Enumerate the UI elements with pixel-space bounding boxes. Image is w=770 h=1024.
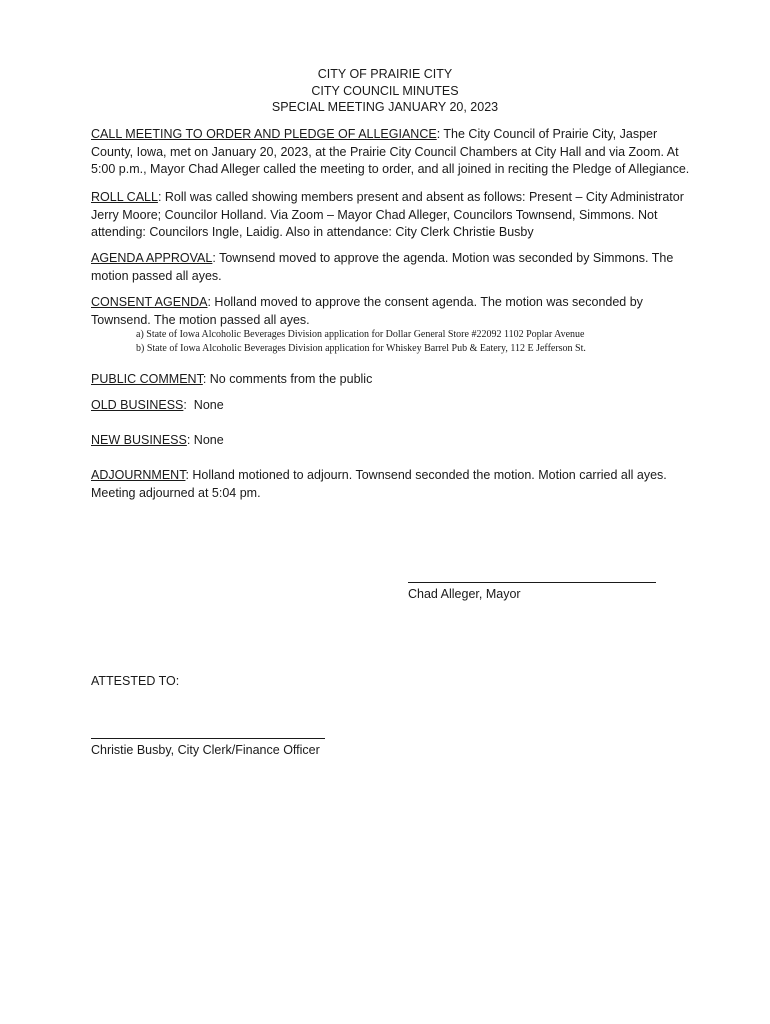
call-to-order-text: : The City Council of Prairie City, Jasper County, Iowa, met on January 20, 2023, at the Prairie City Council Chambers at City Hall and via Zoom. At 5:00 p.m., Mayor Chad Alleger called the meeting to order, and all joined in reciting the Pledge of Allegiance. (91, 127, 690, 176)
roll-call-text: : Roll was called showing members present and absent as follows: Present – City Administrator Jerry Moore; Councilor Holland. Via Zoom – Mayor Chad Alleger, Councilors Townsend, Simmons. Not attending: Councilors Ingle, Laidig. Also in attendance: City Clerk Christie Busby (91, 190, 684, 239)
public-comment-text: : No comments from the public (202, 372, 373, 386)
agenda-approval-heading: AGENDA APPROVAL (91, 251, 213, 265)
consent-item-a: a) State of Iowa Alcoholic Beverages Division application for Dollar General Store #22092 1102 Poplar Avenue (136, 329, 585, 340)
clerk-signature-name: Christie Busby, City Clerk/Finance Officer (91, 743, 320, 757)
header-title: CITY COUNCIL MINUTES (311, 83, 459, 98)
new-business-paragraph (91, 432, 691, 450)
roll-call-heading: ROLL CALL (91, 190, 158, 204)
consent-item-b: b) State of Iowa Alcoholic Beverages Division application for Whiskey Barrel Pub & Eatery, 112 E Jefferson St. (136, 343, 586, 354)
consent-agenda-paragraph (91, 294, 691, 329)
consent-agenda-text: : Holland moved to approve the consent agenda. The motion was seconded by Townsend. The motion passed all ayes. (91, 295, 643, 327)
new-business-heading: NEW BUSINESS (91, 433, 187, 447)
mayor-signature-name: Chad Alleger, Mayor (408, 587, 521, 601)
adjournment-text: : Holland motioned to adjourn. Townsend seconded the motion. Motion carried all ayes. Meeting adjourned at 5:04 pm. (91, 468, 667, 500)
roll-call-paragraph (91, 189, 691, 242)
old-business-paragraph (91, 397, 691, 415)
call-to-order-heading: CALL MEETING TO ORDER AND PLEDGE OF ALLEGIANCE (91, 127, 437, 141)
document-header (0, 66, 770, 116)
old-business-heading: OLD BUSINESS (91, 398, 184, 412)
consent-agenda-heading: CONSENT AGENDA (91, 295, 208, 309)
public-comment-heading: PUBLIC COMMENT (91, 372, 203, 386)
header-meeting: SPECIAL MEETING JANUARY 20, 2023 (271, 100, 499, 114)
old-business-text: : None (183, 398, 224, 412)
agenda-approval-text: : Townsend moved to approve the agenda. Motion was seconded by Simmons. The motion passed all ayes. (91, 251, 674, 283)
call-to-order-paragraph (91, 126, 691, 179)
header-city: CITY OF PRAIRIE CITY (317, 67, 453, 81)
mayor-signature-line (408, 582, 656, 583)
public-comment-paragraph (91, 371, 691, 389)
new-business-text: : None (186, 433, 224, 447)
adjournment-paragraph (91, 467, 691, 502)
agenda-approval-paragraph (91, 250, 691, 285)
adjournment-heading: ADJOURNMENT (91, 468, 186, 482)
attested-label: ATTESTED TO: (91, 674, 180, 688)
clerk-signature-line (91, 738, 325, 739)
